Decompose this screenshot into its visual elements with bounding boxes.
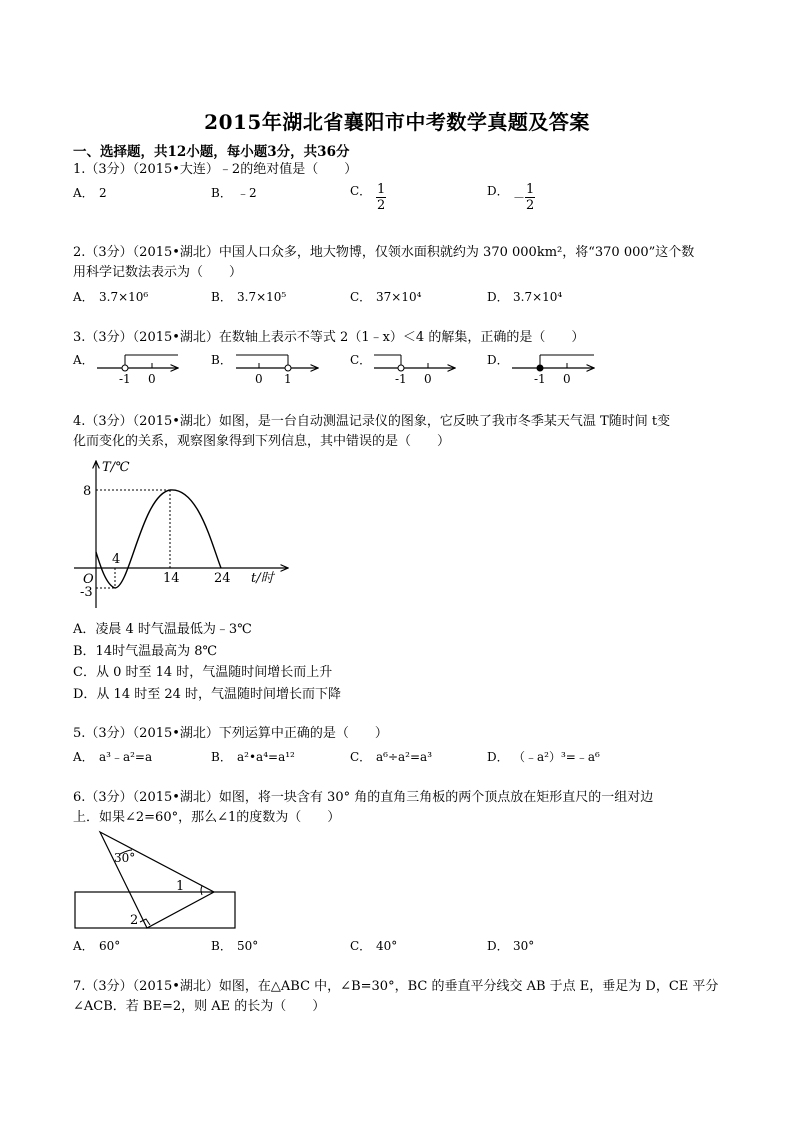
option-d: D．从 14 时至 24 时，气温随时间增长而下降 <box>73 686 342 702</box>
option-c: C． 37×10⁴ <box>350 290 422 304</box>
tick-label: -1 <box>534 372 546 386</box>
x-tick-label: 4 <box>112 552 121 567</box>
number-line-a <box>97 355 178 386</box>
option-c: C． 40° <box>350 939 398 953</box>
section-heading: 一、选择题，共12小题，每小题3分，共36分 <box>73 144 350 160</box>
tick-label: -1 <box>395 372 407 386</box>
question-6-line-2: 上．如果∠2=60°，那么∠1的度数为（ ） <box>73 810 341 825</box>
y-axis-label: T/℃ <box>102 460 130 475</box>
angle-1-label: 1 <box>176 879 185 894</box>
option-b: B． 3.7×10⁵ <box>211 290 287 304</box>
ruler <box>75 892 235 928</box>
temperature-graph <box>70 455 295 615</box>
option-c: C． a⁶÷a²=a³ <box>350 750 433 764</box>
number-line-b <box>236 355 318 386</box>
option-b: B．14时气温最高为 8℃ <box>73 643 218 659</box>
question-2-options <box>73 288 733 308</box>
question-6-line-1: 6.（3分）（2015•湖北）如图，将一块含有 30° 角的直角三角板的两个顶点放在矩形直尺的一组对边 <box>73 790 654 805</box>
option-d: D． （﹣a²）³=﹣a⁶ <box>487 750 600 764</box>
fraction: $\frac{1}{2}$ <box>526 182 535 213</box>
angle-2-label: 2 <box>130 913 139 928</box>
y-tick-label: -3 <box>80 585 93 600</box>
option-d: D． 3.7×10⁴ <box>487 290 563 304</box>
number-line-d <box>512 355 594 386</box>
option-d-label: D． <box>487 353 509 367</box>
tick-label: 0 <box>255 372 263 386</box>
option-d: D． － $\frac{1}{2}$ <box>487 182 535 213</box>
question-7-line-2: ∠ACB．若 BE=2，则 AE 的长为（ ） <box>73 999 326 1014</box>
option-b: B． a²•a⁴=a¹² <box>211 750 295 764</box>
question-1-options <box>73 182 733 213</box>
question-4-options <box>73 619 341 705</box>
question-5-options <box>73 748 733 768</box>
x-axis-label: t/时 <box>251 571 274 586</box>
option-a: A． 2 <box>73 186 107 200</box>
question-2-line-1: 2.（3分）（2015•湖北）中国人口众多，地大物博，仅领水面积就约为 370 000km²，将“370 000”这个数 <box>73 245 695 260</box>
option-a: A．凌晨 4 时气温最低为﹣3℃ <box>73 622 252 637</box>
option-a: A． 3.7×10⁶ <box>73 290 149 304</box>
origin-label: O <box>83 572 94 587</box>
question-3: 3.（3分）（2015•湖北）在数轴上表示不等式 2（1﹣x）＜4 的解集，正确的是（ ） <box>73 330 585 345</box>
page-title: 2015年湖北省襄阳市中考数学真题及答案 <box>204 110 590 134</box>
tick-label: 0 <box>424 372 432 386</box>
question-4-line-1: 4.（3分）（2015•湖北）如图，是一台自动测温记录仪的图象，它反映了我市冬季某天气温 T随时间 t变 <box>73 414 671 429</box>
x-tick-label: 14 <box>163 571 180 586</box>
question-2-line-2: 用科学记数法表示为（ ） <box>73 265 243 280</box>
question-7-line-1: 7.（3分）（2015•湖北）如图，在△ABC 中，∠B=30°，BC 的垂直平分线交 AB 于点 E，垂足为 D，CE 平分 <box>73 979 719 994</box>
y-tick-label: 8 <box>83 484 92 499</box>
fraction: $\frac{1}{2}$ <box>377 182 386 213</box>
x-tick-label: 24 <box>214 571 231 586</box>
question-4-line-2: 化而变化的关系，观察图象得到下列信息，其中错误的是（ ） <box>73 434 451 449</box>
option-c-label: C． <box>350 353 372 367</box>
tick-label: 0 <box>563 372 571 386</box>
angle-30-label: 30° <box>114 851 136 865</box>
question-6-options <box>73 937 733 957</box>
option-b: B． 50° <box>211 939 259 953</box>
option-a: A． a³﹣a²=a <box>73 750 153 764</box>
number-line-c <box>374 355 455 386</box>
number-line-options <box>0 345 794 390</box>
tick-label: -1 <box>119 372 131 386</box>
tick-label: 1 <box>284 372 292 386</box>
question-5: 5.（3分）（2015•湖北）下列运算中正确的是（ ） <box>73 726 388 741</box>
ruler-triangle-figure <box>70 828 245 933</box>
option-c: C． $\frac{1}{2}$ <box>350 182 386 213</box>
option-a-label: A． <box>73 353 94 367</box>
option-d: D． 30° <box>487 939 535 953</box>
option-c: C．从 0 时至 14 时，气温随时间增长而上升 <box>73 665 333 680</box>
option-a: A． 60° <box>73 939 121 953</box>
question-1: 1.（3分）（2015•大连）﹣2的绝对值是（ ） <box>73 162 358 177</box>
option-b-label: B． <box>211 353 232 367</box>
tick-label: 0 <box>148 372 156 386</box>
option-b: B． ﹣2 <box>211 186 257 200</box>
triangle <box>100 832 214 928</box>
